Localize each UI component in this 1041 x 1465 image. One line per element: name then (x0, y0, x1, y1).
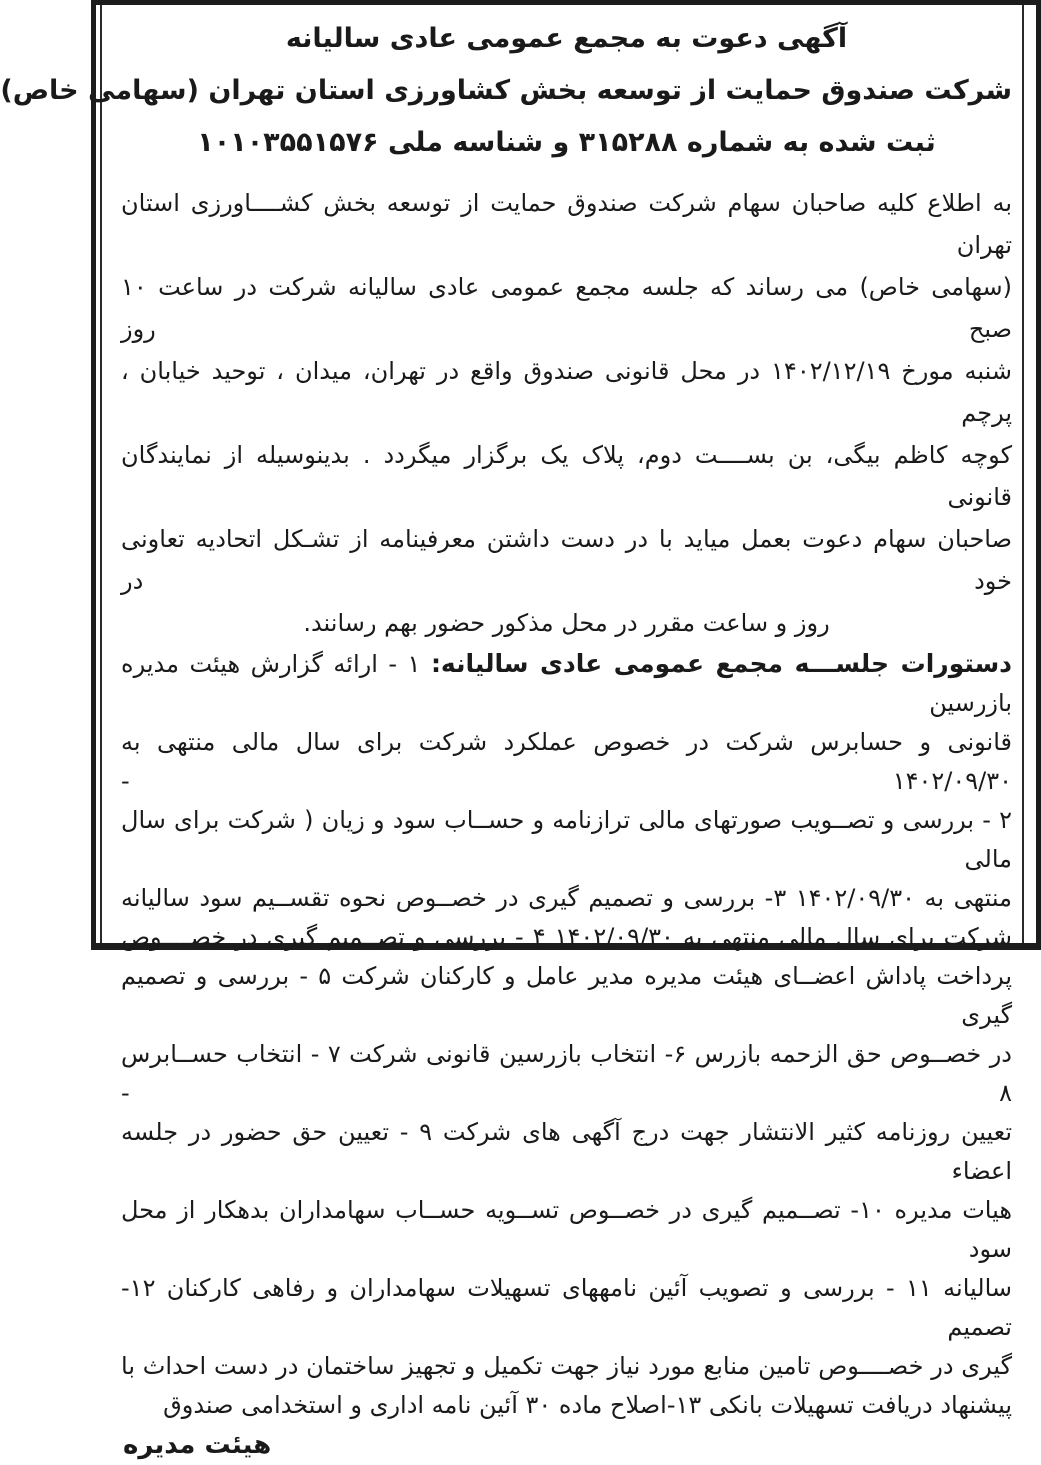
text-line: هیات مدیره ۱۰- تصــمیم گیری در خصــوص تســویه حســاب سهامداران بدهکار از محل سود (121, 1196, 1012, 1263)
agenda-paragraph (121, 644, 1012, 1425)
text-line: پیشنهاد دریافت تسهیلات بانکی ۱۳-اصلاح ماده ۳۰ آئین نامه اداری و استخدامی صندوق (163, 1391, 1012, 1419)
agenda-lines (121, 723, 1012, 1425)
ad-title: آگهی دعوت به مجمع عمومی عادی سالیانه (285, 23, 848, 54)
text-line: شنبه مورخ ۱۴۰۲/۱۲/۱۹ در محل قانونی صندوق واقع در تهران، میدان ، توحید خیابان ، پرچم (121, 357, 1012, 427)
text-line: شرکت برای سال مالی منتهی به ۱۴۰۲/۰۹/۳۰ ۴ - بررسی و تصــمیم گیری در خصــــوص (121, 923, 1012, 951)
inner-rule-left (100, 5, 102, 943)
text-line: ۲ - بررسی و تصــویب صورتهای مالی ترازنامه و حســاب سود و زیان ( شرکت برای سال مالی (121, 806, 1012, 873)
text-line: کوچه کاظم بیگی، بن بســــت دوم، پلاک یک برگزار میگردد . بدینوسیله از نمایندگان قانونی (121, 441, 1012, 511)
intro-paragraph (121, 182, 1012, 644)
inner-rule-right (1022, 5, 1024, 943)
text-line: صاحبان سهام دعوت بعمل میاید با در دست داشتن معرفینامه از تشـکل اتحادیه تعاونی خود در (121, 525, 1012, 595)
text-line: در خصــوص حق الزحمه بازرس ۶- انتخاب بازرسین قانونی شرکت ۷ - انتخاب حســابرس ۸ - (121, 1040, 1012, 1107)
frame-border-right (1036, 0, 1041, 950)
agenda-item-1: ۱ - ارائه گزارش هیئت مدیره بازرسین (121, 650, 1012, 717)
company-name: شرکت صندوق حمایت از توسعه بخش کشاورزی استان تهران (سهامی خاص) (0, 75, 1012, 106)
agenda-heading: دستورات جلســـه مجمع عمومی عادی سالیانه: (430, 649, 1012, 678)
signature-board-of-directors: هیئت مدیره (123, 1430, 272, 1460)
agenda-first-line (121, 644, 1012, 723)
ad-header (0, 13, 1012, 169)
registration-line: ثبت شده به شماره ۳۱۵۲۸۸ و شناسه ملی ۱۰۱۰۳۵۵۱۵۷۶ (197, 127, 936, 158)
text-line: به اطلاع کلیه صاحبان سهام شرکت صندوق حمایت از توسعه بخش کشــــاورزی استان تهران (121, 189, 1012, 259)
ad-content (0, 5, 1013, 1460)
frame-border-left (91, 0, 96, 950)
text-line: منتهی به ۱۴۰۲/۰۹/۳۰ ۳- بررسی و تصمیم گیری در خصــوص نحوه تقســیم سود سالیانه (121, 884, 1012, 912)
text-line: سالیانه ۱۱ - بررسی و تصویب آئین نامههای تسهیلات سهامداران و رفاهی کارکنان ۱۲- تصمیم (121, 1274, 1013, 1341)
text-line: قانونی و حسابرس شرکت در خصوص عملکرد شرکت برای سال مالی منتهی به ۱۴۰۲/۰۹/۳۰ - (121, 728, 1012, 795)
text-line: پرداخت پاداش اعضــای هیئت مدیره مدیر عامل و کارکنان شرکت ۵ - بررسی و تصمیم گیری (121, 962, 1012, 1029)
text-line: (سهامی خاص) می رساند که جلسه مجمع عمومی عادی سالیانه شرکت در ساعت ۱۰ صبح روز (121, 273, 1012, 343)
text-line: تعیین روزنامه کثیر الانتشار جهت درج آگهی های شرکت ۹ - تعیین حق حضور در جلسه اعضاء (121, 1118, 1012, 1185)
text-line: گیری در خصــــوص تامین منابع مورد نیاز جهت تکمیل و تجهیز ساختمان در دست احداث با (121, 1352, 1012, 1380)
text-line: روز و ساعت مقرر در محل مذکور حضور بهم رسانند. (303, 609, 830, 637)
